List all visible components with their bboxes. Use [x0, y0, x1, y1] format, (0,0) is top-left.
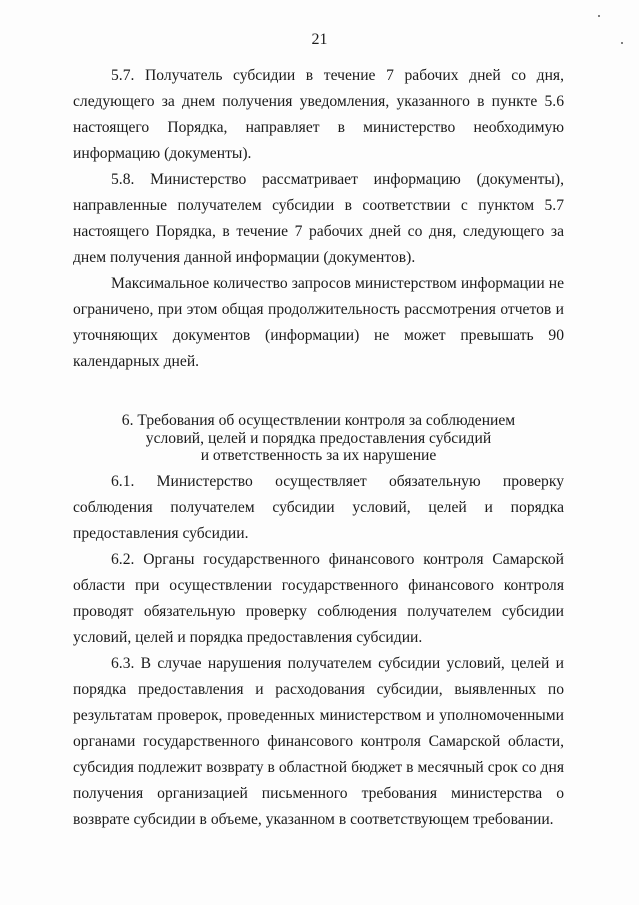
paragraph-5-7: 5.7. Получатель субсидии в течение 7 рабочих дней со дня, следующего за днем получения уведомления, указанного в пункте 5.6 настоящего Порядка, направляет в министерство необходимую информацию (документы).: [73, 67, 564, 162]
paragraph-max-requests: Максимальное количество запросов министерством информации не ограничено, при этом общая продолжительность рассмотрения отчетов и уточняющих документов (информации) не может превышать 90 календарных дней.: [73, 275, 564, 370]
spacer: [73, 375, 564, 401]
section-title-line: условий, целей и порядка предоставления субсидий: [145, 429, 492, 447]
scan-speck: [598, 15, 600, 17]
paragraph-6-3: 6.3. В случае нарушения получателем субсидии условий, целей и порядка предоставления и расходования субсидии, выявленных по результатам проверок, проведенных министерством и уполномоченными органами государственного финансового контроля Самарской области, субсидия подлежит возврату в областной бюджет в месячный срок со дня получения организацией письменного требования министерства о возврате субсидии в объеме, указанном в соответствующем требовании.: [73, 654, 564, 828]
document-body: [73, 63, 564, 833]
section-title-line: 6. Требования об осуществлении контроля за соблюдением: [121, 412, 516, 429]
section-6-title: [73, 412, 564, 465]
paragraph-6-1: 6.1. Министерство осуществляет обязательную проверку соблюдения получателем субсидии условий, целей и порядка предоставления субсидии.: [73, 472, 564, 542]
paragraph-6-2: 6.2. Органы государственного финансового контроля Самарской области при осуществлении государственного финансового контроля проводят обязательную проверку соблюдения получателем субсидии условий, целей и порядка предоставления субсидии.: [73, 550, 564, 646]
section-title-line: и ответственность за их нарушение: [200, 447, 437, 464]
page-number: 21: [311, 31, 328, 48]
paragraph-5-8: 5.8. Министерство рассматривает информацию (документы), направленные получателем субсидии в соответствии с пунктом 5.7 настоящего Порядка, в течение 7 рабочих дней со дня, следующего за днем получения данной информации (документов).: [73, 171, 564, 266]
